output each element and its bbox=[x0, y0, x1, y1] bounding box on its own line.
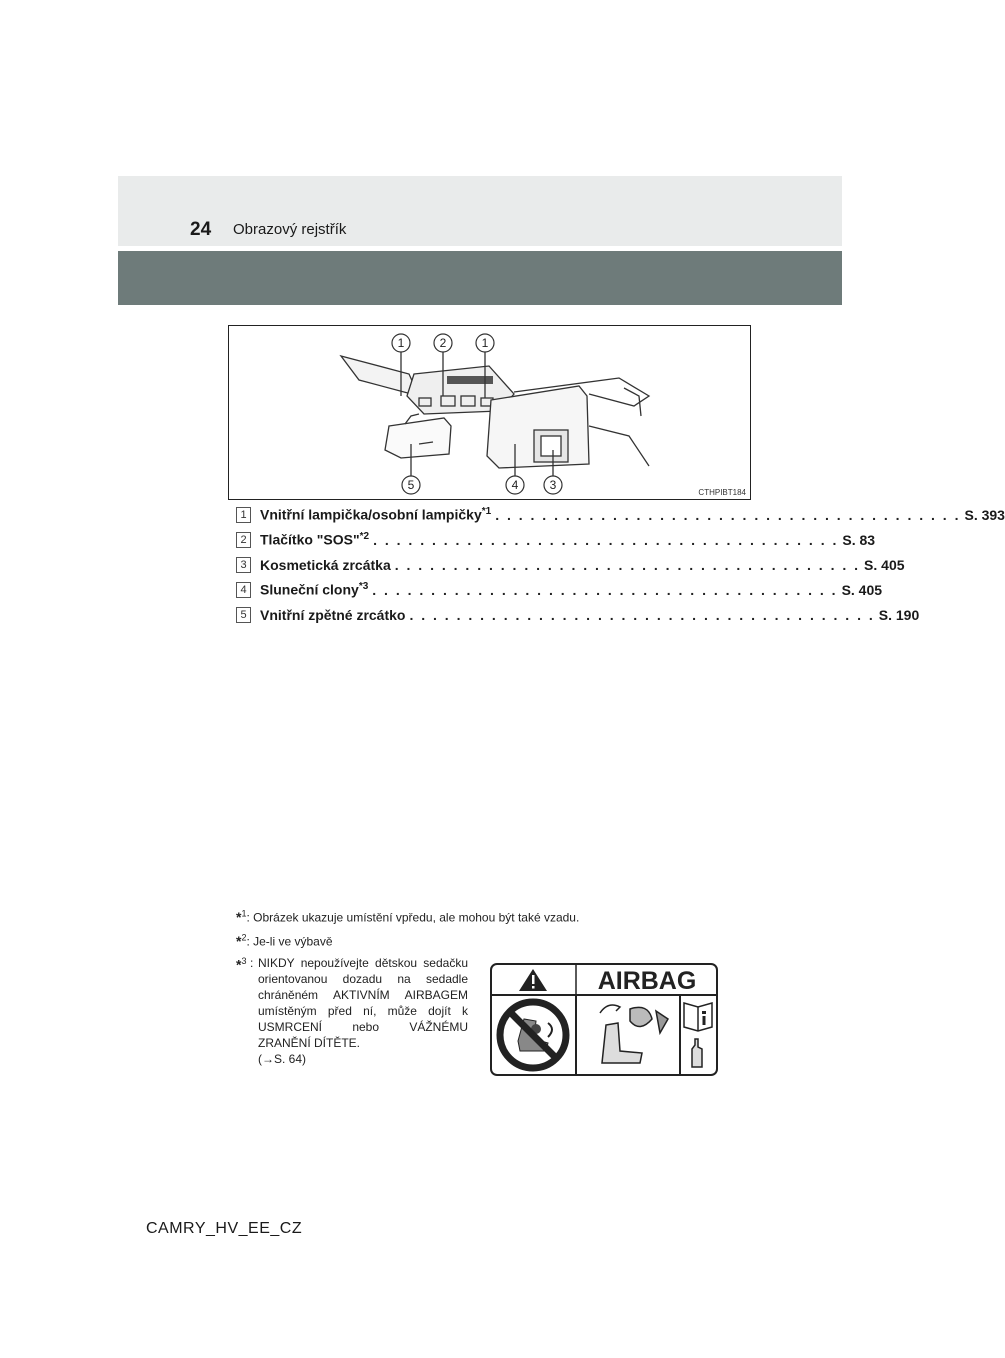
page-reference[interactable]: S. 405 bbox=[864, 556, 905, 573]
airbag-warning-label bbox=[490, 963, 718, 1076]
callout-1a: 1 bbox=[397, 336, 405, 350]
item-number: 1 bbox=[236, 507, 251, 523]
footnote-2: *$^2$: Je-li ve výbavě bbox=[236, 932, 333, 949]
document-code: CAMRY_HV_EE_CZ bbox=[146, 1220, 303, 1237]
leader-dots: . . . . . . . . . . . . . . . . . . . . . . . . . . . . . . . . . . . . . . . . bbox=[495, 506, 961, 523]
no-rear-facing-seat-icon bbox=[500, 1002, 566, 1068]
footnote-2-text: : Je-li ve výbavě bbox=[246, 934, 333, 949]
leader-dots: . . . . . . . . . . . . . . . . . . . . . . . . . . . . . . . . . . . . . . . . bbox=[409, 606, 875, 623]
item-label: Kosmetická zrcátka bbox=[260, 556, 391, 573]
page-reference[interactable]: S. 393 bbox=[964, 506, 1005, 523]
page-reference[interactable]: S. 83 bbox=[842, 531, 876, 548]
leader-dots: . . . . . . . . . . . . . . . . . . . . . . . . . . . . . . . . . . . . . . . . bbox=[373, 531, 839, 548]
console-drawing bbox=[229, 326, 750, 499]
airbag-title: AIRBAG bbox=[597, 967, 697, 995]
footnote-3-ref[interactable]: (→S. 64) bbox=[258, 1052, 307, 1066]
overhead-console-illustration bbox=[228, 325, 751, 500]
leader-dots: . . . . . . . . . . . . . . . . . . . . . . . . . . . . . . . . . . . . . . . . bbox=[372, 581, 838, 598]
callout-4: 4 bbox=[511, 478, 519, 492]
footnote-1-mark: 1 bbox=[241, 908, 247, 918]
item-number: 2 bbox=[236, 532, 251, 548]
item-footnote-mark: *3 bbox=[358, 581, 369, 593]
leader-dots: . . . . . . . . . . . . . . . . . . . . . . . . . . . . . . . . . . . . . . . . bbox=[394, 556, 861, 573]
footnote-3-mark: 3 bbox=[241, 956, 247, 966]
header-band bbox=[118, 176, 842, 246]
item-number: 3 bbox=[236, 557, 251, 573]
item-number: 5 bbox=[236, 607, 251, 623]
page-reference[interactable]: S. 190 bbox=[878, 606, 920, 623]
item-number: 4 bbox=[236, 582, 251, 598]
index-list bbox=[236, 502, 1005, 627]
index-item[interactable] bbox=[236, 502, 1005, 527]
callout-3: 3 bbox=[549, 478, 557, 492]
callout-2: 2 bbox=[439, 336, 447, 350]
index-item[interactable] bbox=[236, 602, 920, 627]
footnote-1-text: : Obrázek ukazuje umístění vpředu, ale mohou být také vzadu. bbox=[246, 910, 580, 925]
item-label: Tlačítko "SOS" bbox=[260, 531, 360, 548]
figure-code: CTHPIBT184 bbox=[698, 488, 746, 497]
callout-1b: 1 bbox=[481, 336, 489, 350]
section-band bbox=[118, 251, 842, 305]
page-reference[interactable]: S. 405 bbox=[841, 581, 883, 598]
footnote-3-text: NIKDY nepoužívejte dětskou sedačku orientovanou dozadu na sedadle chráněném AKTIVNÍM AIRBAGEM umístěným před ní, může dojít k USMRCENÍ nebo VÁŽNÉMU ZRANĚNÍ DÍTĚTE. bbox=[258, 956, 468, 1050]
item-footnote-mark: *2 bbox=[359, 531, 370, 543]
page-number: 24 bbox=[190, 219, 212, 240]
index-item[interactable] bbox=[236, 577, 883, 602]
index-item[interactable] bbox=[236, 552, 905, 577]
footnote-2-mark: 2 bbox=[241, 932, 247, 942]
item-label: Sluneční clony bbox=[260, 581, 359, 598]
airbag-label-graphic bbox=[490, 963, 718, 1076]
callout-5: 5 bbox=[407, 478, 415, 492]
chapter-title: Obrazový rejstřík bbox=[233, 221, 347, 238]
footnote-1: *$^1$: Obrázek ukazuje umístění vpředu, ale mohou být také vzadu. bbox=[236, 908, 580, 925]
item-label: Vnitřní zpětné zrcátko bbox=[260, 606, 406, 623]
index-item[interactable] bbox=[236, 527, 876, 552]
item-footnote-mark: *1 bbox=[481, 506, 492, 518]
item-label: Vnitřní lampička/osobní lampičky bbox=[260, 506, 482, 523]
